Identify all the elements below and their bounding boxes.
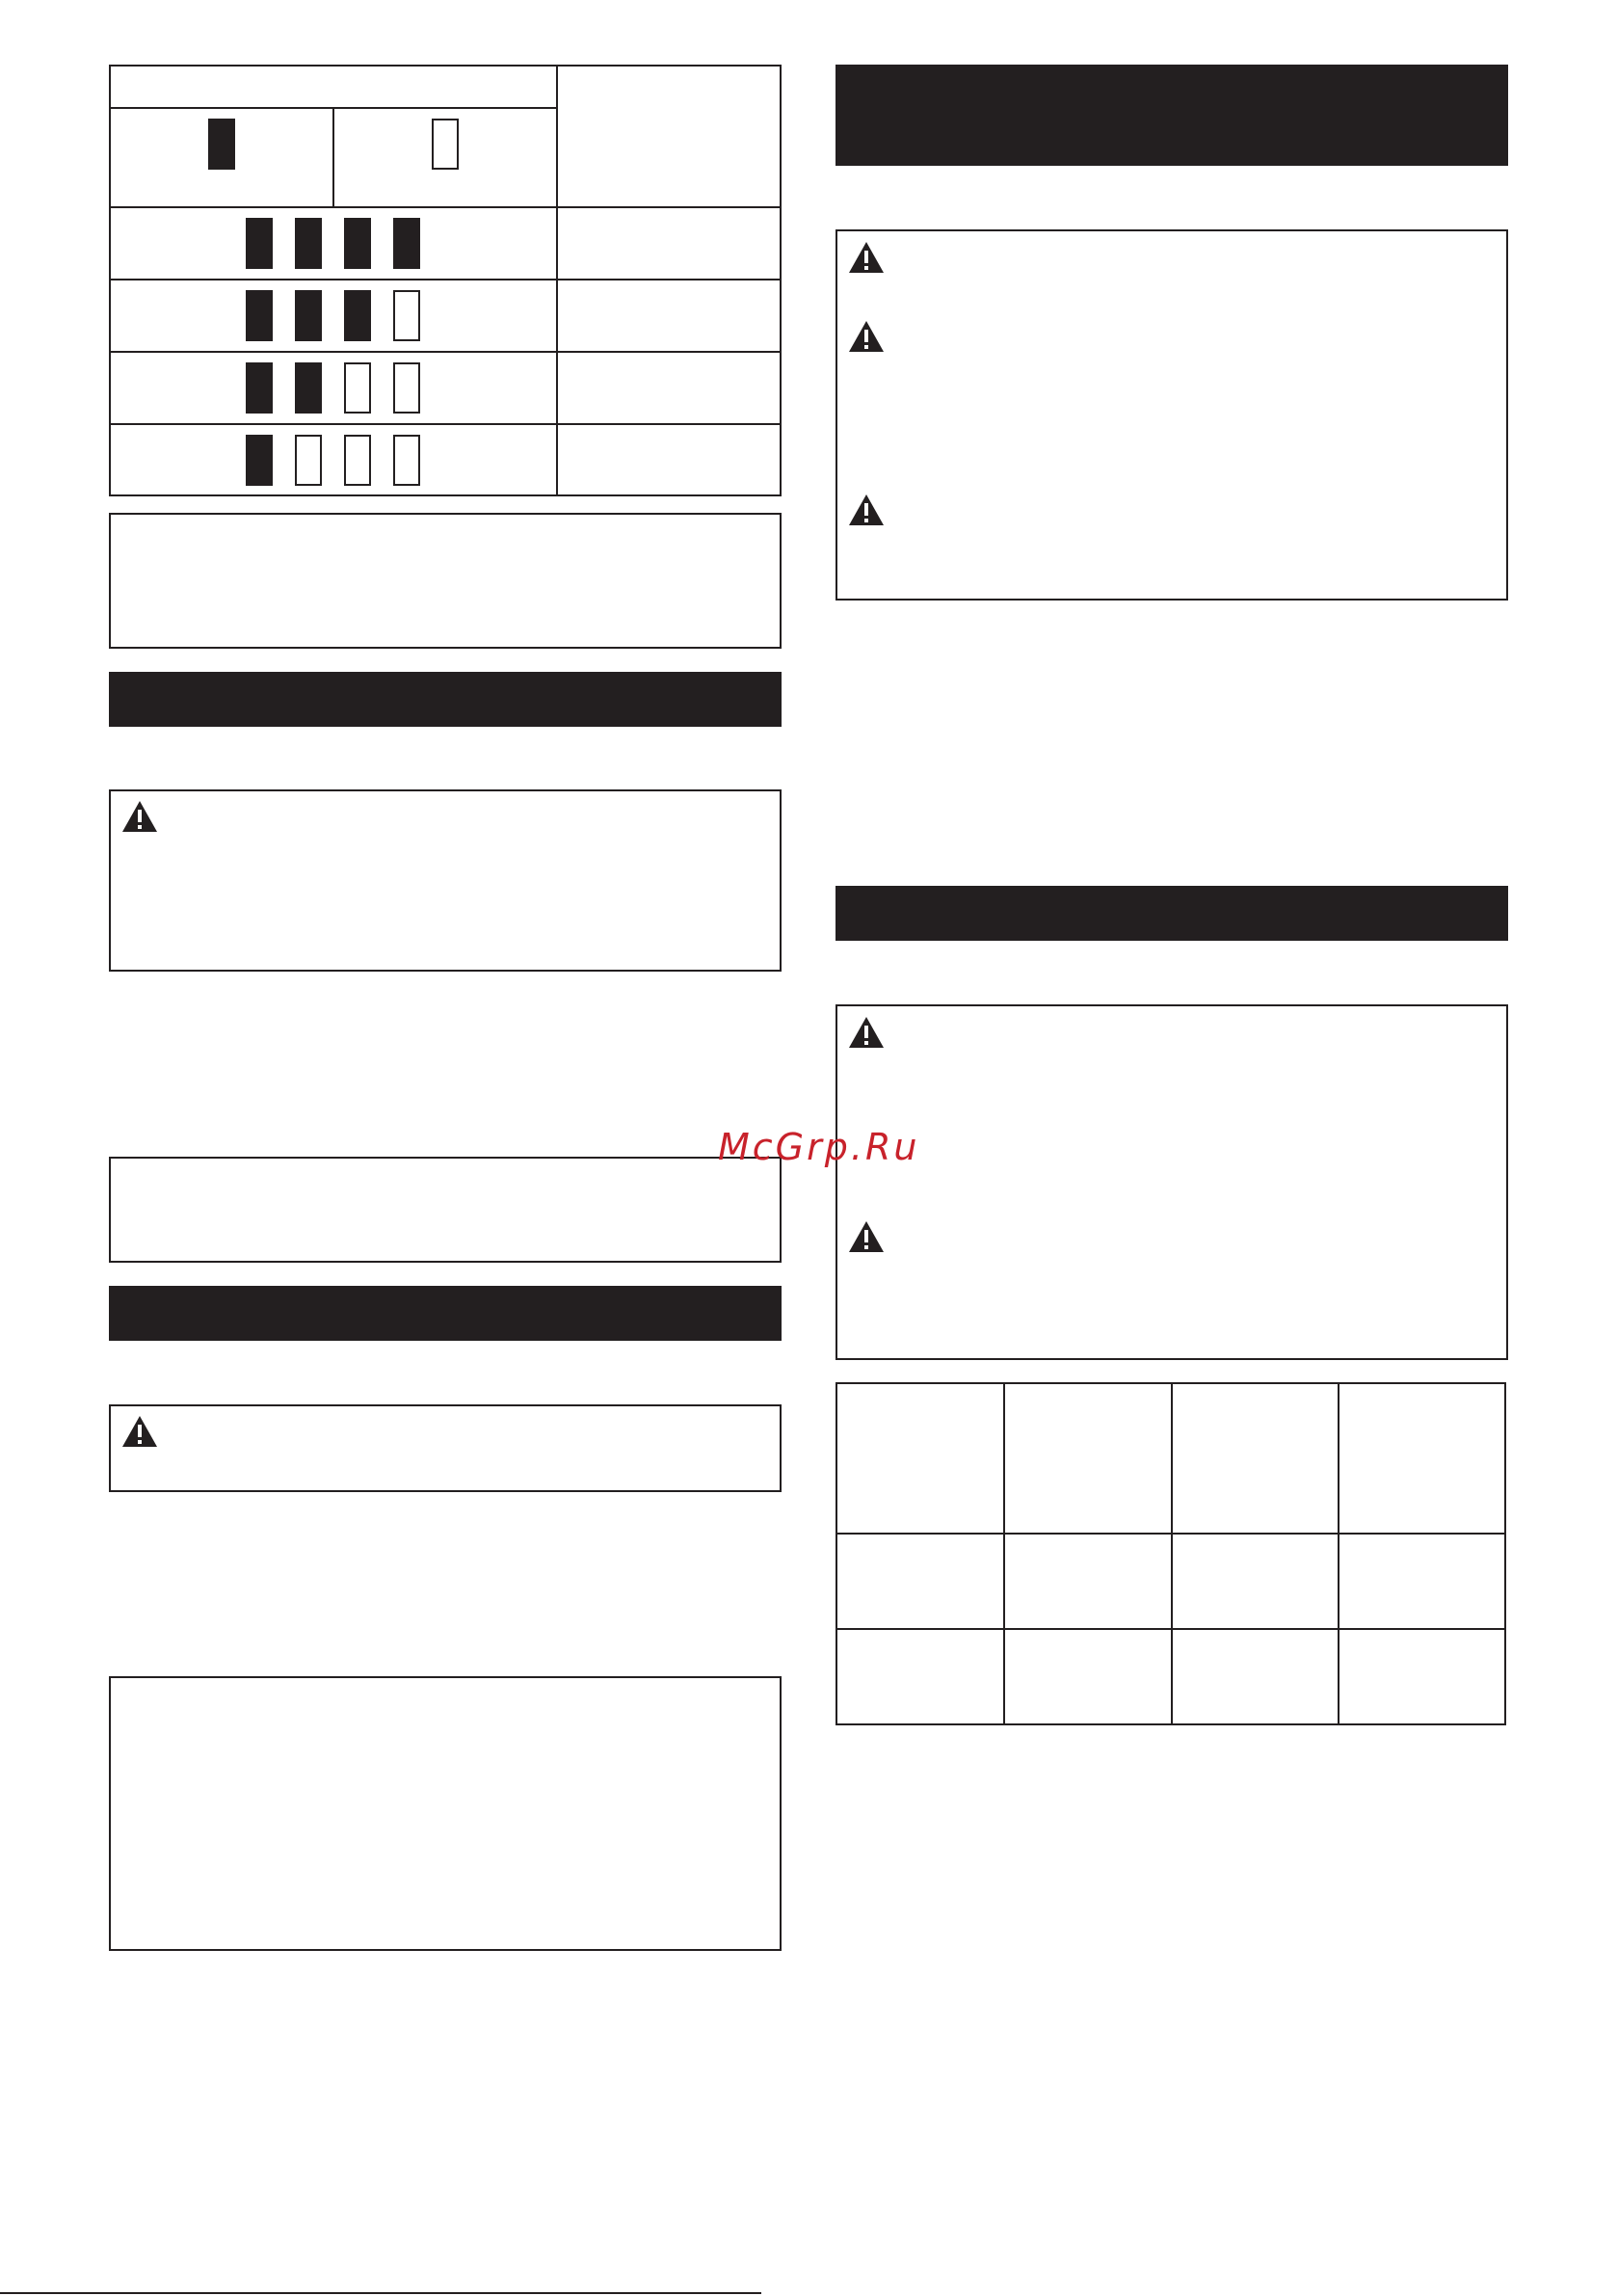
off-lamp-icon	[344, 435, 371, 486]
watermark: McGrp.Ru	[718, 1126, 920, 1168]
off-lamp-icon	[295, 435, 322, 486]
note-box	[109, 1676, 782, 1951]
note-box	[109, 1157, 782, 1263]
table-divider	[1003, 1382, 1005, 1725]
lit-lamp-icon	[344, 290, 371, 341]
lit-lamp-icon	[208, 119, 235, 170]
table-divider	[556, 65, 558, 496]
caution-box	[109, 1404, 782, 1492]
off-lamp-icon	[432, 119, 459, 170]
table-divider	[109, 351, 782, 353]
warning-triangle-icon	[847, 1015, 886, 1050]
table-divider	[836, 1533, 1506, 1535]
footer-rule	[0, 2292, 761, 2294]
lit-lamp-icon	[344, 218, 371, 269]
lit-lamp-icon	[393, 218, 420, 269]
section-heading-bar	[836, 65, 1508, 166]
lit-lamp-icon	[295, 290, 322, 341]
section-heading-bar	[836, 886, 1508, 941]
warning-triangle-icon	[847, 240, 886, 275]
lit-lamp-icon	[295, 218, 322, 269]
section-heading-bar	[109, 1286, 782, 1341]
table-divider	[332, 107, 334, 207]
lit-lamp-icon	[246, 435, 273, 486]
table-divider	[109, 206, 782, 208]
table-divider	[109, 279, 782, 280]
off-lamp-icon	[344, 362, 371, 414]
warning-triangle-icon	[120, 799, 159, 834]
off-lamp-icon	[393, 435, 420, 486]
lit-lamp-icon	[246, 362, 273, 414]
caution-box	[109, 789, 782, 972]
note-box	[109, 513, 782, 649]
warning-box	[836, 1004, 1508, 1360]
warning-triangle-icon	[120, 1414, 159, 1449]
section-heading-bar	[109, 672, 782, 727]
table-divider	[1171, 1382, 1173, 1725]
table-divider	[1338, 1382, 1339, 1725]
warning-box	[836, 229, 1508, 601]
lit-lamp-icon	[295, 362, 322, 414]
warning-triangle-icon	[847, 1219, 886, 1254]
warning-triangle-icon	[847, 319, 886, 354]
warning-triangle-icon	[847, 493, 886, 527]
off-lamp-icon	[393, 362, 420, 414]
table-divider	[109, 423, 782, 425]
lit-lamp-icon	[246, 290, 273, 341]
table-divider	[836, 1628, 1506, 1630]
lit-lamp-icon	[246, 218, 273, 269]
off-lamp-icon	[393, 290, 420, 341]
